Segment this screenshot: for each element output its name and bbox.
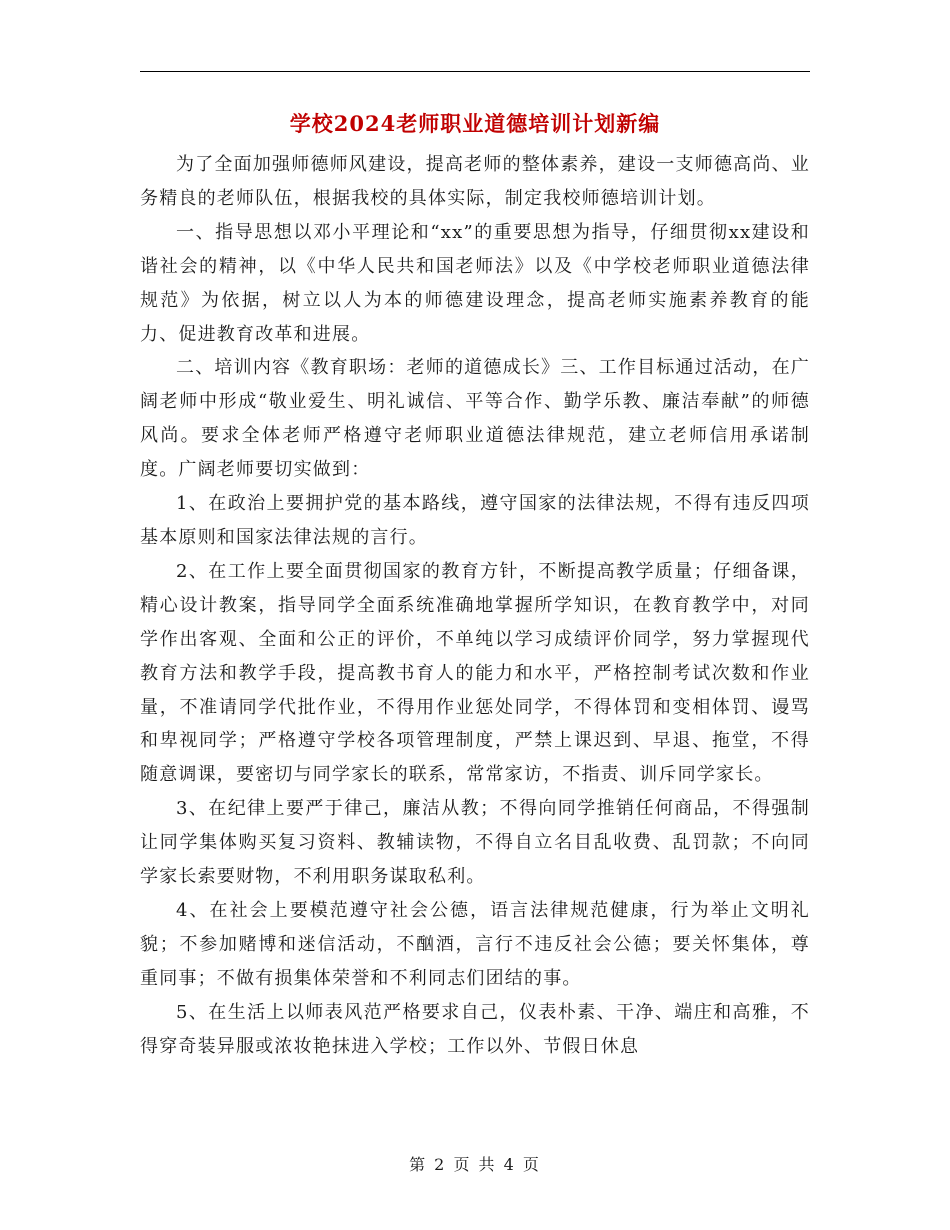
document-title: 学校2024老师职业道德培训计划新编 [289,111,661,136]
header-rule [140,71,810,72]
paragraph-item-1: 1、在政治上要拥护党的基本路线，遵守国家的法律法规，不得有违反四项基本原则和国家法律法规的言行。 [140,493,810,548]
paragraph-training-content: 二、培训内容《教育职场：老师的道德成长》三、工作目标通过活动，在广阔老师中形成“敬业爱生、明礼诚信、平等合作、勤学乐教、廉洁奉献”的师德风尚。要求全体老师严格遵守老师职业道德法律规范，建立老师信用承诺制度。广阔老师要切实做到： [140,357,810,481]
paragraph-item-5: 5、在生活上以师表风范严格要求自己，仪表朴素、干净、端庄和高雅，不得穿奇装异服或浓妆艳抹进入学校；工作以外、节假日休息 [140,1001,810,1057]
paragraph-item-3: 3、在纪律上要严于律己，廉洁从教；不得向同学推销任何商品，不得强制让同学集体购买复习资料、教辅读物，不得自立名目乱收费、乱罚款；不向同学家长索要财物，不利用职务谋取私利。 [140,798,810,888]
paragraph-guiding-ideology: 一、指导思想以邓小平理论和“xx”的重要思想为指导，仔细贯彻xx建设和谐社会的精神，以《中华人民共和国老师法》以及《中学校老师职业道德法律规范》为依据，树立以人为本的师德建设理念，提高老师实施素养教育的能力、促进教育改革和进展。 [140,221,810,345]
page-number-footer: 第 2 页 共 4 页 [409,1155,541,1174]
document-body [140,148,810,1063]
paragraph-intro: 为了全面加强师德师风建设，提高老师的整体素养，建设一支师德高尚、业务精良的老师队伍，根据我校的具体实际，制定我校师德培训计划。 [140,154,810,209]
paragraph-item-4: 4、在社会上要模范遵守社会公德，语言法律规范健康，行为举止文明礼貌；不参加赌博和迷信活动，不酗酒，言行不违反社会公德；要关怀集体，尊重同事；不做有损集体荣誉和不利同志们团结的事。 [140,899,810,989]
paragraph-item-2: 2、在工作上要全面贯彻国家的教育方针，不断提高教学质量；仔细备课，精心设计教案，指导同学全面系统准确地掌握所学知识，在教育教学中，对同学作出客观、全面和公正的评价，不单纯以学习成绩评价同学，努力掌握现代教育方法和教学手段，提高教书育人的能力和水平，严格控制考试次数和作业量，不准请同学代批作业，不得用作业惩处同学，不得体罚和变相体罚、谩骂和卑视同学；严格遵守学校各项管理制度，严禁上课迟到、早退、拖堂，不得随意调课，要密切与同学家长的联系，常常家访，不指责、训斥同学家长。 [140,560,810,786]
